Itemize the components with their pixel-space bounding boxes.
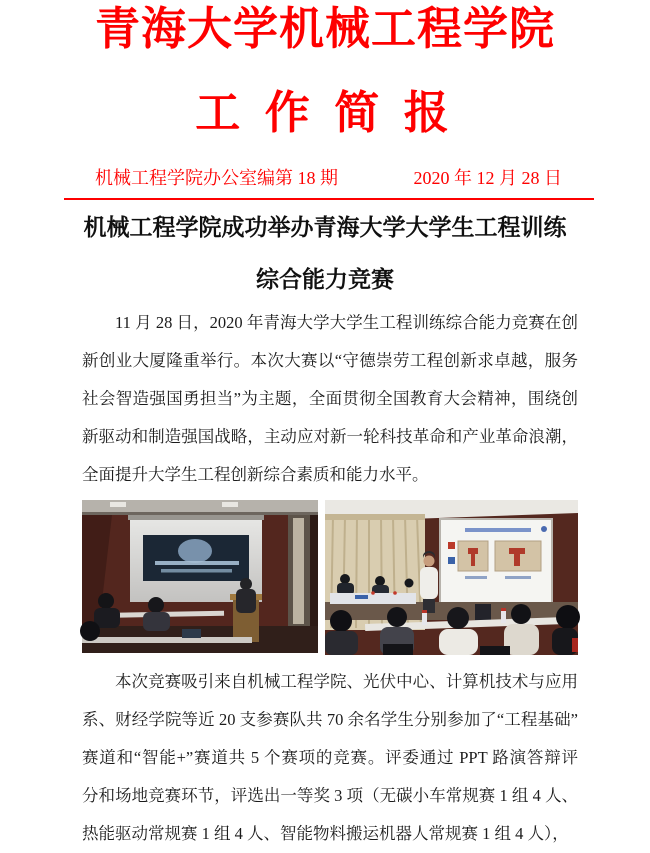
speaker-body (236, 589, 256, 613)
audience-silhouette (387, 607, 407, 627)
paragraph-1 (0, 304, 650, 494)
photo-row (0, 500, 650, 655)
speaker-head (240, 578, 252, 590)
paragraph-2-line: 本次竞赛吸引来自机械工程学院、光伏中心、计算机技术与应用 (115, 672, 578, 691)
audience-silhouette (511, 604, 531, 624)
judge-silhouette (375, 576, 385, 586)
table-edge (82, 637, 252, 643)
paragraph-2-line: 系、财经学院等近 20 支参赛队共 70 余名学生分别参加了“工程基础” (82, 710, 578, 729)
slide-logo (541, 526, 547, 532)
issue-number-label: 机械工程学院办公室编第 18 期 (95, 168, 338, 188)
paragraph-2-line: 赛道和“智能+”赛道共 5 个赛项的竞赛。评委通过 PPT 路演答辩评 (82, 748, 578, 767)
project-defense-presentation-photo (325, 500, 578, 655)
slide-title-bar (465, 528, 531, 532)
paragraph-1-line: 新创业大厦隆重举行。本次大赛以“守德崇劳工程创新求卓越，服务 (82, 351, 578, 370)
paragraph-1-line: 11 月 28 日，2020 年青海大学大学生工程训练综合能力竞赛在创 (115, 313, 578, 332)
speaker-box (475, 604, 491, 622)
chair (383, 644, 413, 655)
presenter-white-shirt (420, 567, 438, 599)
paragraph-2-line: 热能驱动常规赛 1 组 4 人、智能物料搬运机器人常规赛 1 组 4 人）， (82, 824, 569, 843)
paragraph-2 (0, 663, 650, 853)
article-title-line1: 机械工程学院成功举办青海大学大学生工程训练 (83, 214, 567, 240)
issue-row (0, 166, 650, 190)
paragraph-1-line: 新驱动和制造强国战略，主动应对新一轮科技革命和产业革命浪潮， (82, 427, 578, 446)
presenter-head (424, 556, 435, 567)
paragraph-1-line: 社会智造强国勇担当”为主题，全面贯彻全国教育大会精神，围绕创 (82, 389, 578, 408)
paragraph-2-line: 分和场地竞赛环节，评选出一等奖 3 项（无碳小车常规赛 1 组 4 人、 (82, 786, 578, 805)
lecture-hall-opening-ceremony-photo (82, 500, 318, 653)
audience-silhouette (556, 605, 580, 629)
audience-silhouette (98, 593, 114, 609)
masthead-bulletin-title: 工 作 简 报 (195, 87, 455, 138)
judge-silhouette (405, 579, 414, 588)
masthead-org-title: 青海大学机械工程学院 (94, 3, 555, 54)
judge-silhouette (340, 574, 350, 584)
issue-date-label: 2020 年 12 月 28 日 (413, 168, 562, 188)
laptop (182, 629, 201, 638)
paragraph-1-line: 全面提升大学生工程创新综合素质和能力水平。 (82, 465, 429, 484)
audience-silhouette (148, 597, 164, 613)
audience-silhouette (447, 607, 469, 629)
curtain (293, 518, 304, 624)
audience-silhouette (80, 621, 100, 641)
chair (480, 646, 510, 655)
bulletin-page (0, 3, 650, 843)
masthead-divider-rule (64, 198, 594, 200)
audience-silhouette (330, 610, 352, 632)
article-title-line2: 综合能力竞赛 (256, 266, 394, 292)
slide-globe-image (178, 539, 212, 563)
